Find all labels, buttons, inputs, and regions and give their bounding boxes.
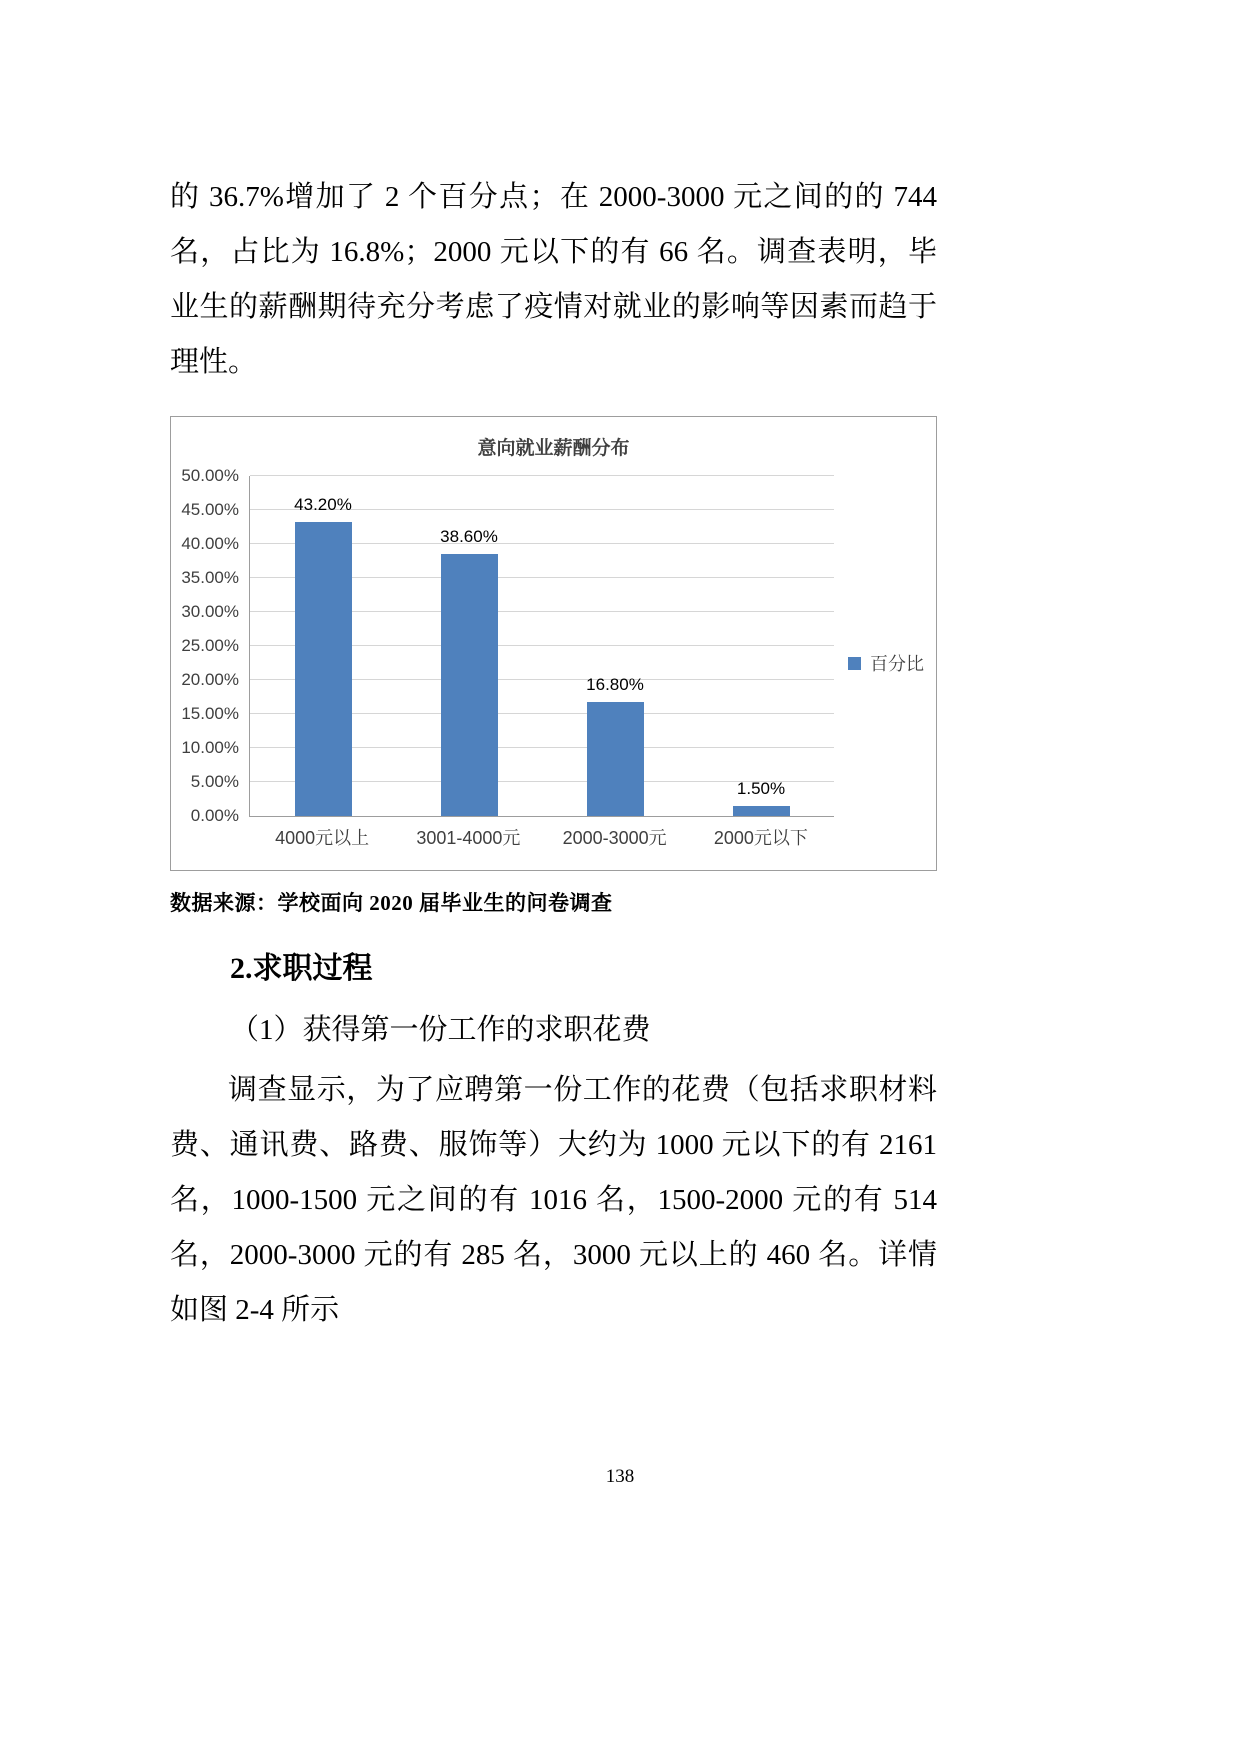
salary-distribution-chart <box>170 416 937 871</box>
bar-column <box>542 476 688 816</box>
y-tick-label: 25.00% <box>181 636 239 655</box>
y-tick-label: 5.00% <box>190 772 239 791</box>
y-tick-label: 40.00% <box>181 534 239 553</box>
y-tick-label: 10.00% <box>181 738 239 757</box>
bar-column <box>250 476 396 816</box>
bar-column <box>688 476 834 816</box>
x-axis <box>249 824 834 850</box>
page-number: 138 <box>605 1466 635 1487</box>
paragraph-salary-expectation: 的 36.7%增加了 2 个百分点；在 2000-3000 元之间的的 744 名，占比为 16.8%；2000 元以下的有 66 名。调查表明，毕业生的薪酬期待充分考虑了疫情对就业的影响等因素而趋于理性。 <box>170 181 937 378</box>
x-tick-label: 4000元以上 <box>275 828 370 848</box>
y-tick-label: 35.00% <box>181 568 239 587</box>
bar-column <box>396 476 542 816</box>
bar-value-label: 16.80% <box>586 674 644 694</box>
chart-title: 意向就业薪酬分布 <box>477 438 630 459</box>
legend-swatch-icon <box>848 657 861 670</box>
x-tick-label: 3001-4000元 <box>416 828 521 848</box>
bar-value-label: 1.50% <box>736 778 786 798</box>
chart-canvas <box>171 466 936 850</box>
bar-value-label: 38.60% <box>440 526 498 546</box>
sub-heading: （1）获得第一份工作的求职花费 <box>230 1014 651 1046</box>
x-tick-label: 2000元以下 <box>713 828 808 848</box>
bar <box>295 522 352 816</box>
bar <box>733 806 790 816</box>
y-tick-label: 30.00% <box>181 602 239 621</box>
chart-source-note: 数据来源：学校面向 2020 届毕业生的问卷调查 <box>170 891 613 915</box>
y-tick-label: 50.00% <box>181 466 239 485</box>
section-heading: 2.求职过程 <box>230 952 373 985</box>
bar <box>587 702 644 816</box>
bars-group <box>250 476 834 816</box>
bar-value-label: 43.20% <box>294 495 352 515</box>
y-tick-label: 20.00% <box>181 670 239 689</box>
paragraph-job-search-cost: 调查显示，为了应聘第一份工作的花费（包括求职材料费、通讯费、路费、服饰等）大约为 1000 元以下的有 2161 名，1000-1500 元之间的有 1016 名，1500-2000 元的有 514 名，2000-3000 元的有 285 名，3000 元以上的 460 名。详情如图 2-4 所示 <box>170 1074 937 1326</box>
plot-area <box>249 476 834 817</box>
x-tick-label: 2000-3000元 <box>562 828 667 848</box>
y-tick-label: 15.00% <box>181 704 239 723</box>
plot-column <box>249 476 834 850</box>
legend-label: 百分比 <box>870 654 924 674</box>
y-axis <box>171 466 249 825</box>
y-tick-label: 45.00% <box>181 500 239 519</box>
y-tick-label: 0.00% <box>190 806 239 825</box>
bar <box>441 554 498 816</box>
chart-legend <box>834 476 936 850</box>
